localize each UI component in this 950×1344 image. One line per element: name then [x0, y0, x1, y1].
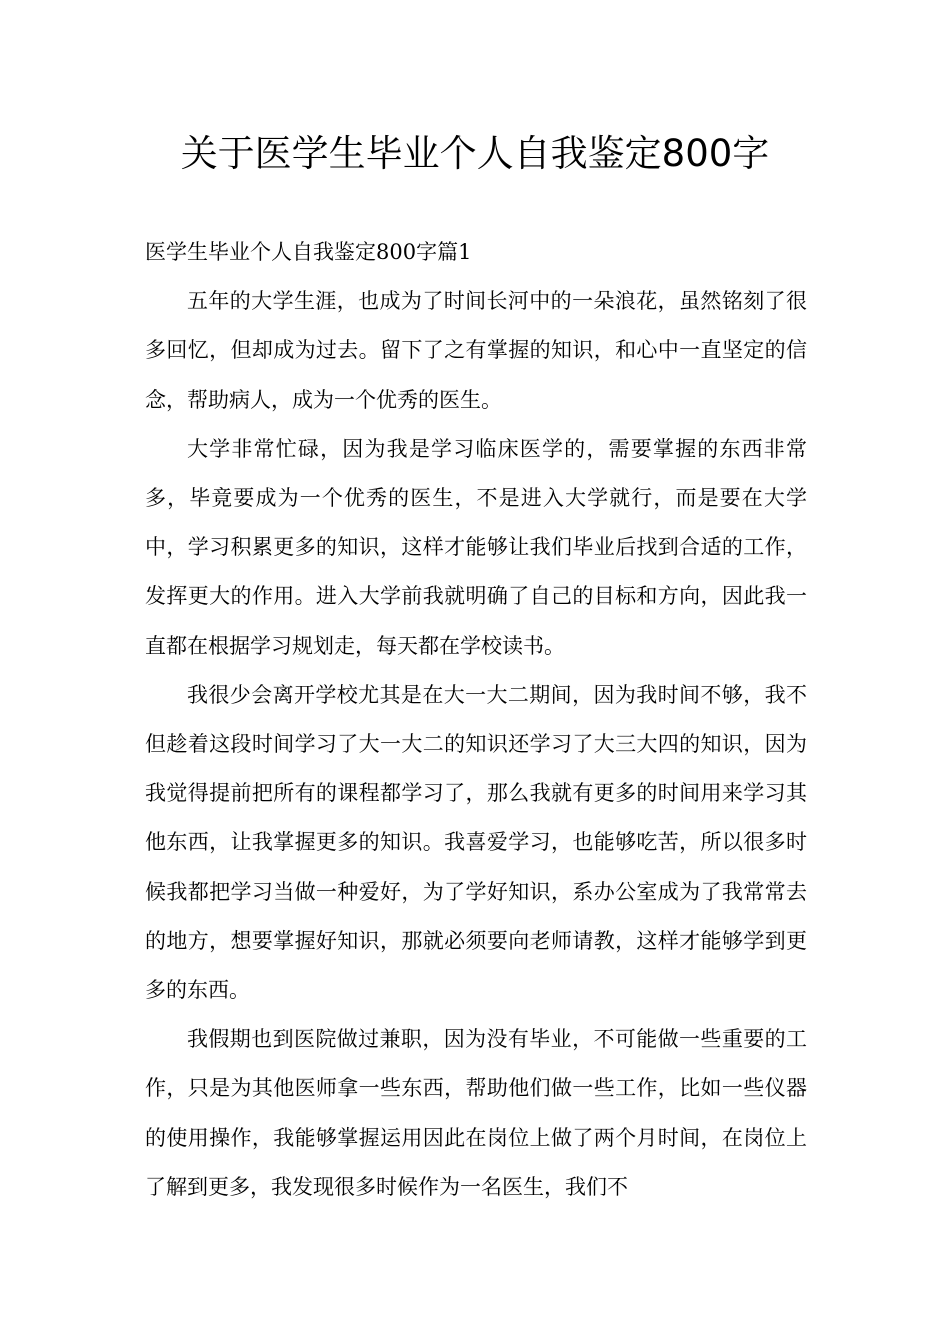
paragraph-3: 我很少会离开学校尤其是在大一大二期间，因为我时间不够，我不但趁着这段时间学习了大一大二的知识还学习了大三大四的知识，因为我觉得提前把所有的课程都学习了，那么我就有更多的时间用来学习其他东西，让我掌握更多的知识。我喜爱学习，也能够吃苦，所以很多时候我都把学习当做一种爱好，为了学好知识，系办公室成为了我常常去的地方，想要掌握好知识，那就必须要向老师请教，这样才能够学到更多的东西。 — [145, 682, 807, 1003]
paragraph-1: 五年的大学生涯，也成为了时间长河中的一朵浪花，虽然铭刻了很多回忆，但却成为过去。留下了之有掌握的知识，和心中一直坚定的信念，帮助病人，成为一个优秀的医生。 — [145, 289, 807, 412]
document-title: 关于医学生毕业个人自我鉴定800字 — [180, 132, 770, 175]
document-body — [145, 228, 807, 1212]
paragraph-4: 我假期也到医院做过兼职，因为没有毕业，不可能做一些重要的工作，只是为其他医师拿一些东西，帮助他们做一些工作，比如一些仪器的使用操作，我能够掌握运用因此在岗位上做了两个月时间，在岗位上了解到更多，我发现很多时候作为一名医生，我们不 — [145, 1027, 807, 1199]
paragraph-2: 大学非常忙碌，因为我是学习临床医学的，需要掌握的东西非常多，毕竟要成为一个优秀的医生，不是进入大学就行，而是要在大学中，学习积累更多的知识，这样才能够让我们毕业后找到合适的工作，发挥更大的作用。进入大学前我就明确了自己的目标和方向，因此我一直都在根据学习规划走，每天都在学校读书。 — [145, 436, 807, 658]
section-heading: 医学生毕业个人自我鉴定800字篇1 — [145, 240, 472, 264]
